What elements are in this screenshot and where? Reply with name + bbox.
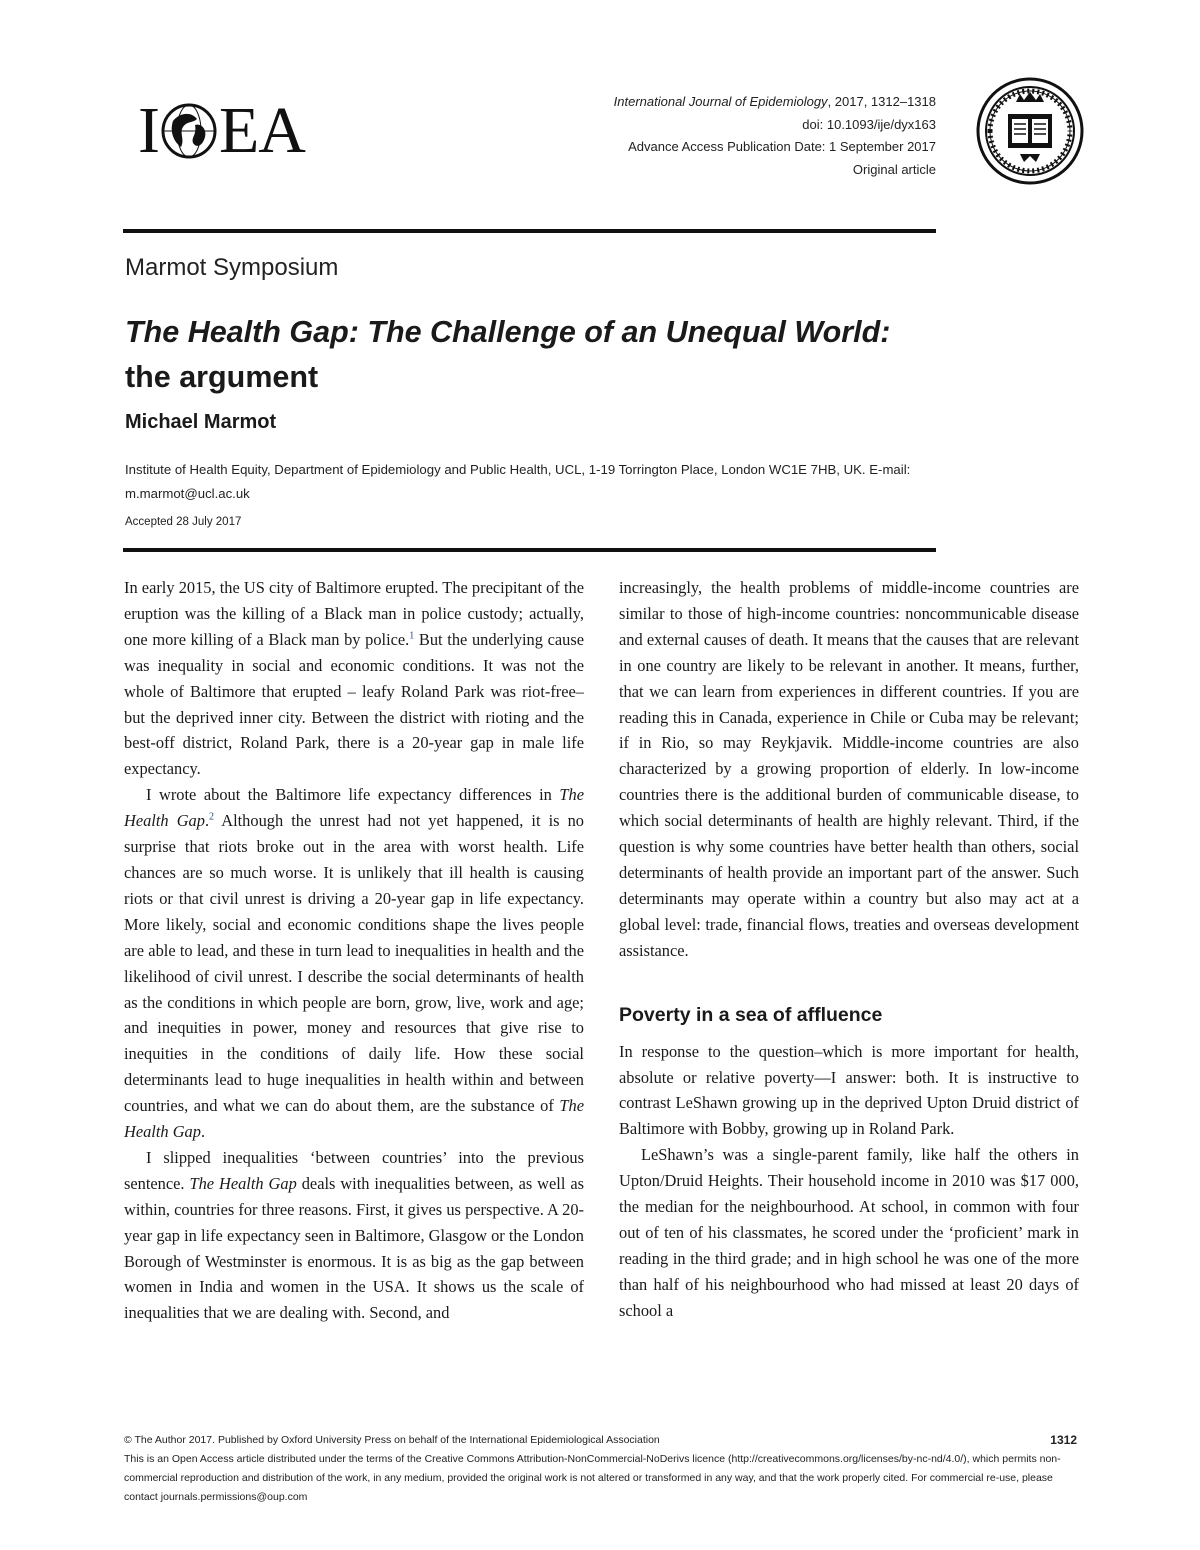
title-plain-part: the argument [125, 360, 319, 394]
top-rule [123, 229, 936, 233]
copyright-notice: © The Author 2017. Published by Oxford University Press on behalf of the International Epidemiological Association [124, 1434, 660, 1446]
paragraph: I wrote about the Baltimore life expectancy differences in The Health Gap.$^2$ Although the unrest had not yet happened, it is no surprise that riots broke out in the area with worst health. Life chances are so much worse. It is unlikely that ill health is causing riots or that civil unrest is driving a 20-year gap in life expectancy. More likely, social and economic conditions shape the lives people are able to lead, and these in turn lead to inequalities in health and the likelihood of civil unrest. I describe the social determinants of health as the conditions in which people are born, grow, live, work and age; and inequities in power, money and resources that give rise to inequities in the conditions of daily life. How these social determinants lead to huge inequalities in health within and between countries, and what we can do about them, are the substance of The Health Gap. [124, 785, 584, 1142]
paragraph: increasingly, the health problems of middle-income countries are similar to those of high-income countries: noncommunicable disease and external causes of death. It means that the causes that are relevant in one country are likely to be relevant in another. It means, further, that we can learn from experiences in different countries. If you are reading this in Canada, experience in Chile or Cuba may be relevant; if in Rio, so may Reykjavik. Middle-income countries are also characterized by a growing proportion of elderly. In low-income countries there is the additional burden of communicable disease, to which social determinants of health are highly relevant. Third, if the question is why some countries have better health than others, social determinants of health provide an important part of the answer. Such determinants may operate within a country but also may act at a global level: trade, financial flows, treaties and overseas development assistance. [619, 578, 1079, 960]
article-type: Original article [852, 161, 936, 177]
paragraph: LeShawn’s was a single-parent family, like half the others in Upton/Druid Heights. Their household income in 2010 was $17 000, the median for the neighbourhood. At school, in common with four out of ten of his classmates, he scored under the ‘proficient’ mark in reading in the third grade; and in high school he was one of the more than half of his neighbourhood who had missed at least 20 days of school a [619, 1145, 1079, 1320]
journal-title: International Journal of Epidemiology [613, 94, 828, 109]
reference-link[interactable]: 1 [409, 630, 415, 642]
accepted-date: Accepted 28 July 2017 [125, 516, 242, 528]
journal-info [614, 91, 936, 181]
title-italic-part: The Health Gap: The Challenge of an Unequal World: [125, 315, 891, 349]
paragraph: In response to the question–which is more important for health, absolute or relative poverty—I answer: both. It is instructive to contrast LeShawn growing up in the deprived Upton Druid district of Baltimore with Bobby, growing up in Roland Park. [619, 1041, 1079, 1139]
body-column-right [619, 575, 1079, 1324]
doi[interactable]: doi: 10.1093/ije/dyx163 [802, 116, 936, 132]
seal-emblem-icon [976, 76, 1084, 186]
section-label: Marmot Symposium [125, 254, 339, 281]
journal-volume: , 2017, 1312–1318 [827, 94, 936, 109]
page-footer [124, 1431, 1077, 1507]
iea-logo: I EA [138, 94, 305, 167]
paragraph: I slipped inequalities ‘between countries’ into the previous sentence. The Health Gap deals with inequalities between, as well as within, countries for three reasons. First, it gives us perspective. A 20-year gap in life expectancy seen in Baltimore, Glasgow or the London Borough of Westminster is enormous. It is as big as the gap between women in India and women in the USA. It shows us the scale of inequalities that we are dealing with. Second, and [124, 1147, 584, 1323]
page-number: 1312 [1050, 1433, 1077, 1447]
reference-link[interactable]: 2 [209, 811, 215, 823]
body-column-left [124, 575, 584, 1326]
author-name: Michael Marmot [125, 411, 277, 433]
license-notice: This is an Open Access article distributed under the terms of the Creative Commons Attribution-NonCommercial-NoDerivs licence (http://creativecommons.org/licenses/by-nc-nd/4.0/), which permits non-commercial reproduction and distribution of the work, in any medium, provided the original work is not altered or transformed in any way, and that the work properly cited. For commercial re-use, please contact journals.permissions@oup.com [124, 1453, 1061, 1503]
header-bottom-rule [123, 548, 936, 552]
author-affiliation: Institute of Health Equity, Department of Epidemiology and Public Health, UCL, 1-19 Torrington Place, London WC1E 7HB, UK. E-mail: m.marmot@ucl.ac.uk [125, 462, 911, 501]
section-heading: Poverty in a sea of affluence [619, 1003, 883, 1026]
advance-access-date: Advance Access Publication Date: 1 September 2017 [628, 139, 936, 154]
paragraph: In early 2015, the US city of Baltimore erupted. The precipitant of the eruption was the killing of a Black man in police custody; actually, one more killing of a Black man by police.$^1$ But the underlying cause was inequality in social and economic conditions. It was not the whole of Baltimore that erupted – leafy Roland Park was riot-free– but the deprived inner city. Between the district with rioting and the best-off district, Roland Park, there is a 20-year gap in male life expectancy. [124, 578, 585, 779]
globe-icon [161, 103, 217, 159]
article-title [125, 310, 925, 400]
